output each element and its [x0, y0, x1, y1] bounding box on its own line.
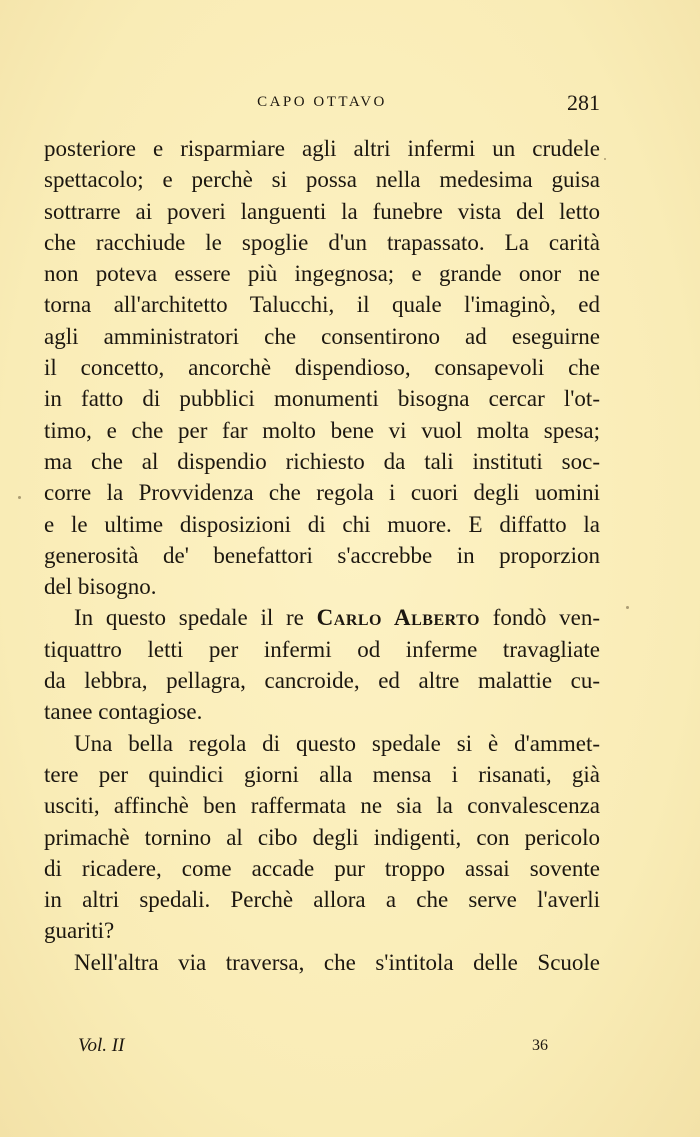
volume-mark: Vol. II [78, 1035, 125, 1056]
text-run: ma che al dispendio richiesto da tali instituti soc- [44, 448, 600, 474]
paper-speck [626, 606, 629, 609]
paper-speck [604, 158, 606, 160]
text-run: agli amministratori che consentirono ad eseguirne [44, 323, 600, 349]
text-line [44, 728, 600, 759]
text-run: tere per quindici giorni alla mensa i risanati, già [44, 761, 600, 787]
text-run: posteriore e risparmiare agli altri infermi un crudele [44, 136, 600, 161]
text-run: usciti, affinchè ben raffermata ne sia la convalescenza [44, 793, 600, 819]
text-line [44, 196, 600, 227]
text-line [44, 509, 600, 540]
text-line [44, 696, 600, 727]
text-run: guariti? [44, 918, 115, 944]
text-run: Una bella regola di questo spedale si è d'ammet- [74, 730, 600, 756]
text-run: e le ultime disposizioni di chi muore. E diffatto la [44, 511, 600, 537]
text-run: primachè tornino al cibo degli indigenti, con pericolo [44, 824, 600, 850]
text-line [44, 634, 600, 665]
text-run: In questo spedale il re [74, 605, 317, 631]
text-line [44, 258, 600, 289]
text-run: in fatto di pubblici monumenti bisogna cercar l'ot- [44, 386, 600, 412]
paper-speck [18, 496, 21, 499]
text-line [44, 822, 600, 853]
text-line [44, 665, 600, 696]
signature-mark: 36 [532, 1037, 548, 1054]
text-line [44, 133, 600, 164]
text-run: in altri spedali. Perchè allora a che serve l'averli [44, 887, 600, 913]
text-line [44, 947, 600, 978]
text-run: tanee contagiose. [44, 699, 203, 725]
text-run: tiquattro letti per infermi od inferme travagliate [44, 636, 600, 662]
text-run: Nell'altra via traversa, che s'intitola delle Scuole [74, 949, 600, 975]
chapter-title: CAPO OTTAVO [257, 94, 387, 110]
text-line [44, 164, 600, 195]
text-line [44, 540, 600, 571]
text-run: sottrarre ai poveri languenti la funebre vista del letto [44, 198, 600, 224]
text-line [44, 321, 600, 352]
text-line [44, 477, 600, 508]
name-small-caps: Carlo Alberto [316, 605, 480, 631]
page-number: 281 [567, 90, 600, 115]
text-line [44, 227, 600, 258]
text-line [44, 571, 600, 602]
text-line [44, 915, 600, 946]
text-line [44, 853, 600, 884]
text-run: torna all'architetto Talucchi, il quale l'imaginò, ed [44, 292, 600, 318]
body-text [44, 133, 600, 978]
text-run: fondò ven- [479, 605, 600, 631]
text-line [44, 446, 600, 477]
text-line [44, 289, 600, 320]
text-run: il concetto, ancorchè dispendioso, consapevoli che [44, 355, 600, 381]
text-run: che racchiude le spoglie d'un trapassato. La carità [44, 229, 600, 255]
text-run: timo, e che per far molto bene vi vuol molta spesa; [44, 417, 600, 443]
text-line [44, 352, 600, 383]
page-footer [78, 1035, 548, 1059]
text-line [44, 602, 600, 633]
text-run: di ricadere, come accade pur troppo assai sovente [44, 855, 600, 881]
text-line [44, 759, 600, 790]
text-line [44, 790, 600, 821]
text-run: da lebbra, pellagra, cancroide, ed altre malattie cu- [44, 668, 600, 694]
text-run: spettacolo; e perchè si possa nella medesima guisa [44, 167, 600, 193]
text-line [44, 415, 600, 446]
text-line [44, 884, 600, 915]
text-run: generosità de' benefattori s'accrebbe in proporzion [44, 542, 600, 568]
text-run: del bisogno. [44, 574, 157, 600]
text-line [44, 383, 600, 414]
running-head [44, 90, 600, 120]
text-run: non poteva essere più ingegnosa; e grande onor ne [44, 261, 600, 287]
text-run: corre la Provvidenza che regola i cuori degli uomini [44, 480, 600, 506]
